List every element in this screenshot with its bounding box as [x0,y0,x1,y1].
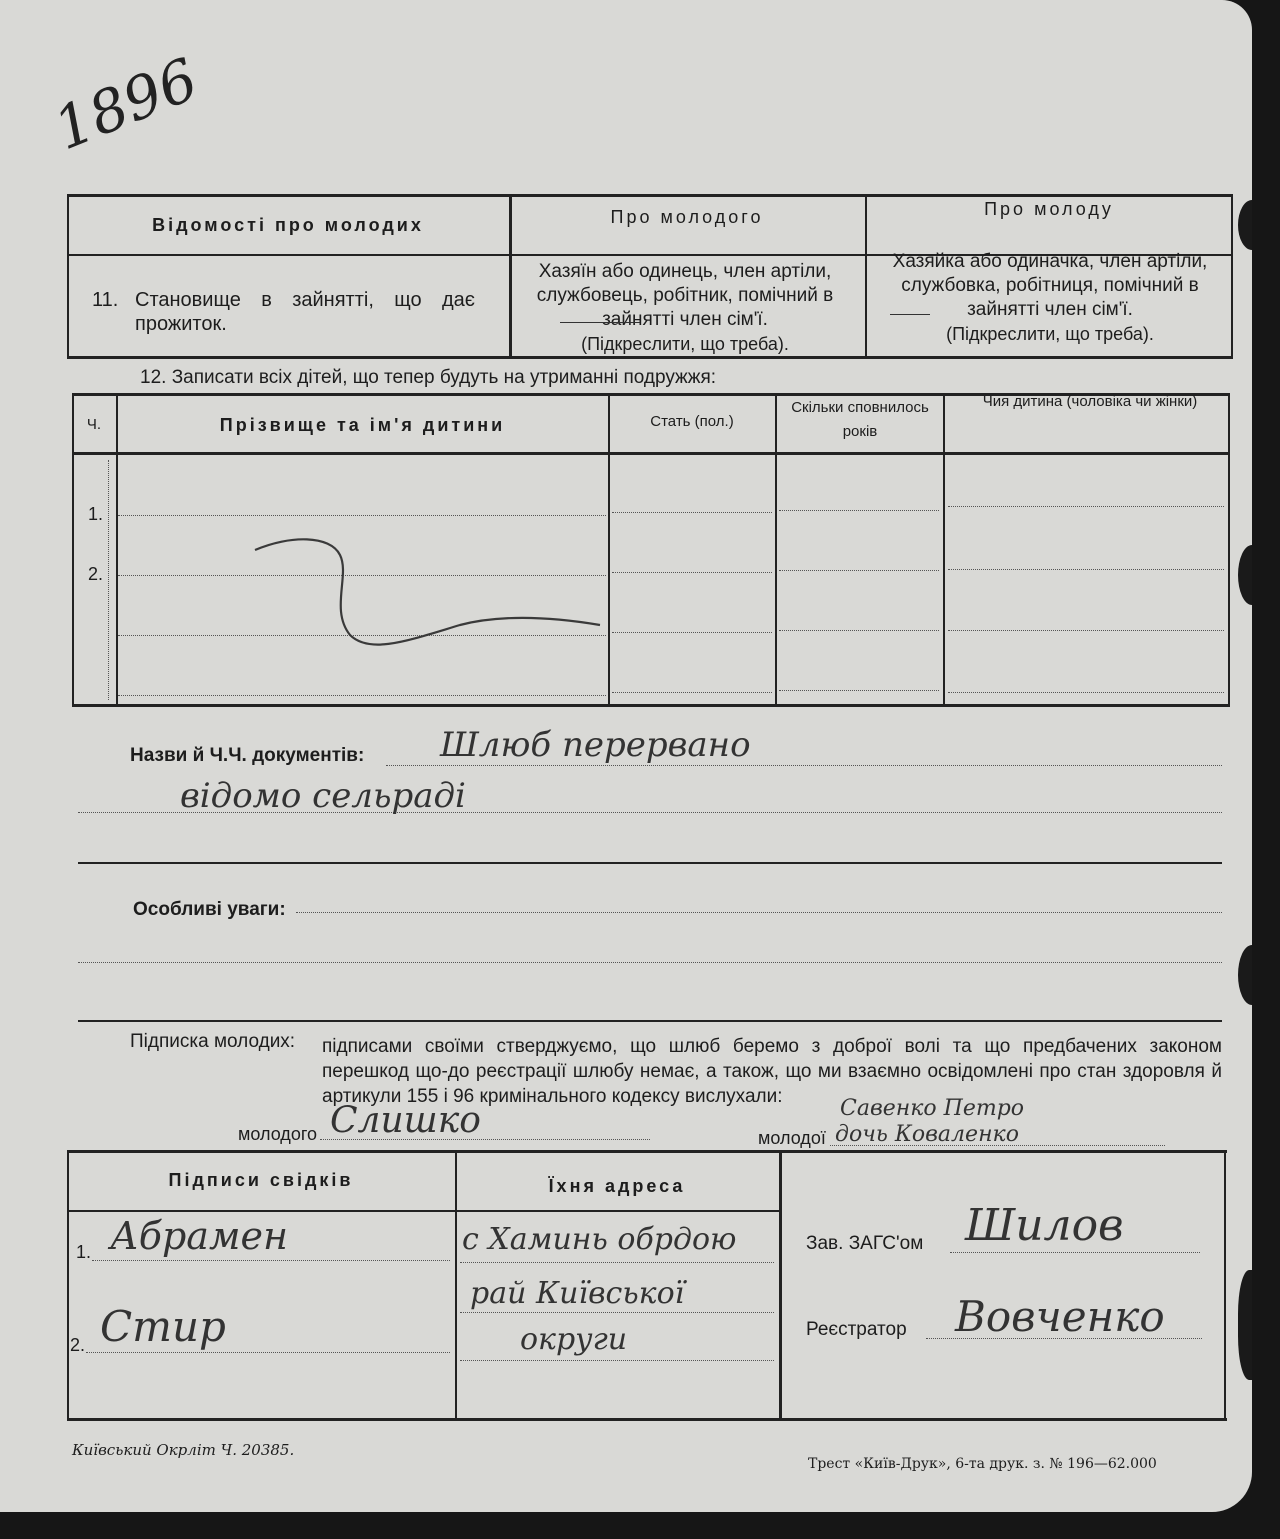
witness-address-line1: с Хаминь обрдою [462,1222,737,1257]
oath-label: Підписка молодих: [130,1031,296,1052]
header-about-groom: Про молодого [610,207,764,227]
torn-hole-mark [1238,945,1252,1005]
documents-label: Назви й Ч.Ч. документів: [130,745,365,766]
witness-1-signature: Абрамен [110,1214,288,1258]
col-witness-address: Їхня адреса [548,1176,686,1196]
witness-address-line2: рай Київської [470,1276,685,1311]
documents-handwritten-2: відомо сельраді [180,776,466,816]
registrar-signature: Вовченко [955,1292,1165,1341]
zags-head-signature: Шилов [965,1200,1124,1251]
handwritten-cross-out-squiggle [230,530,610,660]
witness-1-number: 1. [76,1242,92,1262]
header-info-about: Відомості про молодих [152,215,424,235]
row11-bride-options: Хазяйка або одиначка, член артіли, службовка, робітниця, помічний в зайнятті член сім'ї. [892,251,1208,320]
header-about-bride: Про молоду [984,199,1114,219]
oath-text: підписами своїми стверджуємо, що шлюб беремо з доброї волі та що предбачених законом перешкод що-до реєстрації шлюбу немає, а також, що ми взаємно освідомлені про стан здоровля й артикули 155 і 96 кримінального кодексу вислухали: [322,1036,1222,1107]
row11-groom-options: Хазяїн або одинець, член артіли, службовець, робітник, помічний в зайнятті член сім'ї. [536,261,834,330]
child-row-2-number: 2. [88,564,104,584]
col-witness-signatures: Підписи свідків [168,1170,354,1190]
witness-address-line3: округи [520,1322,628,1357]
row11-label: Становище в зайнятті, що дає прожиток. [135,289,475,335]
torn-hole-mark [1238,1270,1252,1380]
child-row-1-number: 1. [88,504,104,524]
special-notes-label: Особливі уваги: [133,899,286,920]
bride-underline-mark [890,314,930,315]
row11-bride-note: (Підкреслити, що треба). [946,324,1154,344]
footer-publisher-left: Київський Окрліт Ч. 20385. [72,1441,295,1459]
col-whose-child: Чия дитина (чоловіка чи жінки) [982,393,1198,410]
torn-hole-mark [1238,545,1252,605]
groom-signature-label: молодого [238,1124,318,1144]
row11-groom-note: (Підкреслити, що треба). [581,334,789,354]
children-caption: 12. Записати всіх дітей, що тепер будуть на утриманні подружжя: [140,367,717,388]
bride-signature-line1: Савенко Петро [840,1096,1025,1121]
bride-signature-label: молодої [758,1128,826,1148]
archive-number: 1896 [44,44,207,164]
col-age: Скільки сповнилось років [791,399,929,440]
col-number: Ч. [86,416,102,433]
row11-number: 11. [92,289,119,311]
witness-2-number: 2. [70,1335,86,1355]
col-child-name: Прізвище та ім'я дитини [219,415,506,435]
bride-signature-line2: дочь Коваленко [835,1122,1019,1147]
footer-print-info-right: Трест «Київ-Друк», 6-та друк. з. № 196—62.000 [808,1456,1157,1472]
torn-hole-mark [1238,200,1252,250]
groom-signature: Слишко [330,1100,481,1141]
groom-underline-mark [560,322,640,323]
witness-2-signature: Стир [100,1302,226,1351]
documents-handwritten-1: Шлюб перервано [440,725,751,765]
registrar-label: Реєстратор [806,1319,907,1340]
zags-head-label: Зав. ЗАГС'ом [806,1233,924,1254]
col-sex: Стать (пол.) [650,413,734,430]
